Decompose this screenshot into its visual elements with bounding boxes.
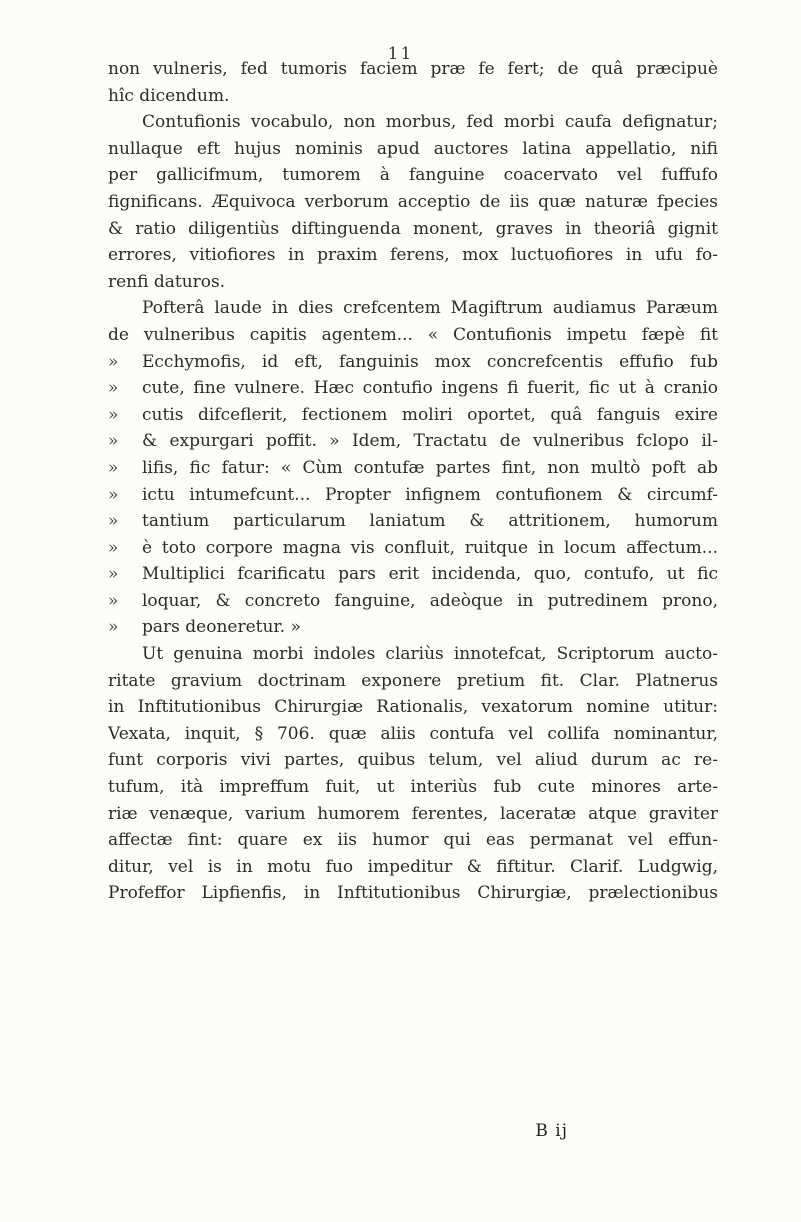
text-line: errores, vitiofiores in praxim ferens, mox luctuofiores in ufu fo- xyxy=(108,245,718,266)
quotation-mark: » xyxy=(108,484,119,505)
text-line xyxy=(108,349,718,376)
text-line: ritate gravium doctrinam exponere pretium fit. Clar. Platnerus xyxy=(108,670,718,691)
page-number: 11 xyxy=(387,44,414,64)
text-line xyxy=(108,375,718,402)
quotation-mark: » xyxy=(108,617,119,638)
quotation-mark: » xyxy=(108,590,119,611)
text-line xyxy=(108,508,718,535)
quotation-mark: » xyxy=(108,511,119,532)
quoted-line-text: tantium particularum laniatum & attritionem, humorum xyxy=(142,511,718,532)
quotation-mark: » xyxy=(108,537,119,558)
page-body-text xyxy=(108,56,718,907)
quoted-line-text: cutis difceflerit, fectionem moliri oportet, quâ fanguis exire xyxy=(142,404,718,425)
text-line: Ut genuina morbi indoles clariùs innotefcat, Scriptorum aucto- xyxy=(142,644,718,665)
text-line xyxy=(108,428,718,455)
quoted-line-text: è toto corpore magna vis confluit, ruitque in locum affectum... xyxy=(142,537,718,558)
text-line: non vulneris, fed tumoris faciem præ fe fert; de quâ præcipuè xyxy=(108,59,718,79)
text-line: renfi daturos. xyxy=(108,271,226,292)
text-line xyxy=(108,614,718,641)
text-line: de vulneribus capitis agentem... « Contufionis impetu fæpè fit xyxy=(108,324,718,345)
text-line: Vexata, inquit, § 706. quæ aliis contufa vel collifa nominantur, xyxy=(108,723,718,744)
text-line xyxy=(108,561,718,588)
text-line: affectæ fint: quare ex iis humor qui eas permanat vel effun- xyxy=(108,830,718,851)
text-line: tufum, ità impreffum fuit, ut interiùs fub cute minores arte- xyxy=(108,777,718,798)
quoted-line-text: Multiplici fcarificatu pars erit incidenda, quo, contufo, ut fic xyxy=(142,564,718,585)
text-line: fignificans. Æquivoca verborum acceptio de iis quæ naturæ fpecies xyxy=(108,191,718,212)
text-line: ditur, vel is in motu fuo impeditur & fiftitur. Clarif. Ludgwig, xyxy=(108,856,718,877)
text-line xyxy=(108,482,718,509)
quoted-line-text: pars deoneretur. » xyxy=(142,617,301,638)
quoted-line-text: & expurgari poffit. » Idem, Tractatu de vulneribus fclopo il- xyxy=(142,431,718,452)
text-line: funt corporis vivi partes, quibus telum, vel aliud durum ac re- xyxy=(108,750,718,771)
quotation-mark: » xyxy=(108,351,119,372)
text-line: riæ venæque, varium humorem ferentes, laceratæ atque graviter xyxy=(108,803,718,824)
quotation-mark: » xyxy=(108,404,119,425)
quoted-line-text: loquar, & concreto fanguine, adeòque in putredinem prono, xyxy=(142,590,718,611)
text-line xyxy=(108,402,718,429)
text-line xyxy=(108,588,718,615)
text-line: Contufionis vocabulo, non morbus, fed morbi caufa defignatur; xyxy=(142,112,718,133)
text-line: per gallicifmum, tumorem à fanguine coacervato vel fuffufo xyxy=(108,165,718,186)
text-line: & ratio diligentiùs diftinguenda monent, graves in theoriâ gignit xyxy=(108,218,718,239)
quoted-line-text: ictu intumefcunt... Propter infignem contufionem & circumf- xyxy=(142,484,718,505)
text-line xyxy=(108,535,718,562)
text-line: Pofterâ laude in dies crefcentem Magiftrum audiamus Paræum xyxy=(142,298,718,319)
printer-signature-mark: B ij xyxy=(535,1121,568,1141)
quotation-mark: » xyxy=(108,431,119,452)
text-line: nullaque eft hujus nominis apud auctores latina appellatio, nifi xyxy=(108,138,718,159)
quoted-line-text: lifis, fic fatur: « Cùm contufæ partes fint, non multò poft ab xyxy=(142,457,718,478)
text-line: Profeffor Lipfienfis, in Inftitutionibus Chirurgiæ, prælectionibus xyxy=(108,883,718,904)
text-line: in Inftitutionibus Chirurgiæ Rationalis, vexatorum nomine utitur: xyxy=(108,697,718,718)
quotation-mark: » xyxy=(108,564,119,585)
text-line xyxy=(108,455,718,482)
text-line: hîc dicendum. xyxy=(108,85,230,106)
quotation-mark: » xyxy=(108,378,119,399)
quotation-mark: » xyxy=(108,457,119,478)
quoted-line-text: Ecchymofis, id eft, fanguinis mox concrefcentis effufio fub xyxy=(142,351,718,372)
quoted-line-text: cute, fine vulnere. Hæc contufio ingens fi fuerit, fic ut à cranio xyxy=(142,378,718,399)
